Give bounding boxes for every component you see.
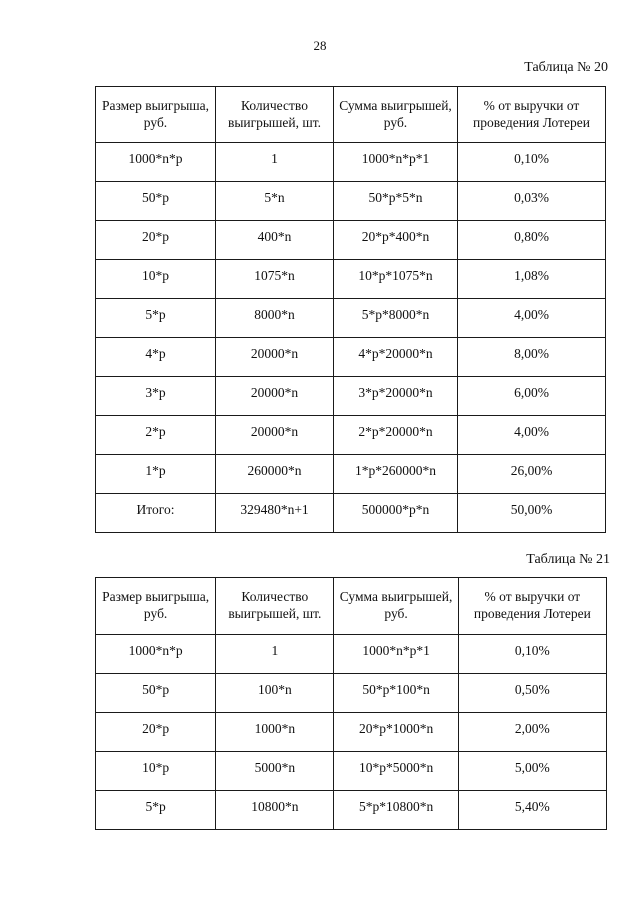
cell-prize-count: 20000*n: [216, 416, 334, 455]
cell-prize-sum: 2*p*20000*n: [334, 416, 458, 455]
cell-prize-size: 20*p: [96, 221, 216, 260]
table-caption: Таблица № 20: [524, 60, 608, 75]
cell-prize-size: 50*p: [96, 182, 216, 221]
cell-revenue-percent: 5,40%: [458, 791, 606, 830]
table-row: [96, 338, 606, 377]
cell-prize-sum: 10*p*1075*n: [334, 260, 458, 299]
cell-prize-size: 1000*n*p: [96, 143, 216, 182]
prize-table-20: [95, 86, 606, 533]
cell-prize-sum: 20*p*1000*n: [334, 713, 458, 752]
cell-prize-sum: 10*p*5000*n: [334, 752, 458, 791]
table-row: [96, 299, 606, 338]
cell-revenue-percent: 50,00%: [458, 494, 606, 533]
prize-table-21: [95, 577, 607, 830]
cell-revenue-percent: 1,08%: [458, 260, 606, 299]
cell-prize-size: 4*p: [96, 338, 216, 377]
cell-prize-count: 329480*n+1: [216, 494, 334, 533]
header-prize-sum: Сумма выигрышей, руб.: [334, 578, 458, 635]
cell-prize-size: Итого:: [96, 494, 216, 533]
cell-prize-size: 5*p: [96, 299, 216, 338]
table-row: [96, 416, 606, 455]
table-row: [96, 377, 606, 416]
table-row: [96, 221, 606, 260]
cell-prize-count: 400*n: [216, 221, 334, 260]
cell-prize-sum: 500000*p*n: [334, 494, 458, 533]
cell-prize-count: 5*n: [216, 182, 334, 221]
cell-prize-count: 1: [216, 143, 334, 182]
table-header-row: [96, 578, 607, 635]
table-row: [96, 791, 607, 830]
cell-revenue-percent: 0,50%: [458, 674, 606, 713]
cell-revenue-percent: 0,10%: [458, 635, 606, 674]
cell-revenue-percent: 8,00%: [458, 338, 606, 377]
table-caption: Таблица № 21: [526, 552, 610, 567]
cell-prize-size: 10*p: [96, 260, 216, 299]
page-number: 28: [313, 38, 327, 53]
cell-prize-size: 1*p: [96, 455, 216, 494]
header-revenue-percent: % от выручки от проведения Лотереи: [458, 578, 606, 635]
table-header-row: [96, 87, 606, 143]
cell-prize-count: 10800*n: [216, 791, 334, 830]
cell-prize-count: 100*n: [216, 674, 334, 713]
cell-prize-sum: 4*p*20000*n: [334, 338, 458, 377]
cell-revenue-percent: 0,03%: [458, 182, 606, 221]
cell-prize-sum: 50*p*5*n: [334, 182, 458, 221]
cell-prize-count: 8000*n: [216, 299, 334, 338]
table-row: [96, 143, 606, 182]
cell-prize-sum: 3*p*20000*n: [334, 377, 458, 416]
cell-revenue-percent: 4,00%: [458, 416, 606, 455]
cell-revenue-percent: 0,80%: [458, 221, 606, 260]
cell-prize-count: 260000*n: [216, 455, 334, 494]
cell-prize-sum: 20*p*400*n: [334, 221, 458, 260]
header-prize-count: Количество выигрышей, шт.: [216, 578, 334, 635]
cell-prize-count: 1075*n: [216, 260, 334, 299]
cell-prize-size: 1000*n*p: [96, 635, 216, 674]
cell-prize-sum: 50*p*100*n: [334, 674, 458, 713]
table-row: [96, 494, 606, 533]
cell-revenue-percent: 2,00%: [458, 713, 606, 752]
cell-prize-count: 20000*n: [216, 377, 334, 416]
cell-prize-size: 50*p: [96, 674, 216, 713]
header-prize-sum: Сумма выигрышей, руб.: [334, 87, 458, 143]
cell-prize-size: 5*p: [96, 791, 216, 830]
header-revenue-percent: % от выручки от проведения Лотереи: [458, 87, 606, 143]
table-row: [96, 635, 607, 674]
cell-revenue-percent: 5,00%: [458, 752, 606, 791]
header-prize-size: Размер выигрыша, руб.: [96, 578, 216, 635]
header-prize-count: Количество выигрышей, шт.: [216, 87, 334, 143]
table-row: [96, 455, 606, 494]
cell-prize-size: 3*p: [96, 377, 216, 416]
cell-prize-count: 20000*n: [216, 338, 334, 377]
table-row: [96, 674, 607, 713]
cell-prize-sum: 1*p*260000*n: [334, 455, 458, 494]
cell-prize-count: 1000*n: [216, 713, 334, 752]
table-row: [96, 260, 606, 299]
header-prize-size: Размер выигрыша, руб.: [96, 87, 216, 143]
cell-prize-sum: 5*p*10800*n: [334, 791, 458, 830]
cell-revenue-percent: 26,00%: [458, 455, 606, 494]
table-row: [96, 752, 607, 791]
cell-prize-size: 20*p: [96, 713, 216, 752]
table-row: [96, 713, 607, 752]
cell-revenue-percent: 0,10%: [458, 143, 606, 182]
cell-prize-size: 2*p: [96, 416, 216, 455]
cell-prize-sum: 5*p*8000*n: [334, 299, 458, 338]
cell-prize-sum: 1000*n*p*1: [334, 635, 458, 674]
table-row: [96, 182, 606, 221]
cell-prize-count: 1: [216, 635, 334, 674]
cell-prize-size: 10*p: [96, 752, 216, 791]
cell-revenue-percent: 4,00%: [458, 299, 606, 338]
cell-prize-sum: 1000*n*p*1: [334, 143, 458, 182]
cell-revenue-percent: 6,00%: [458, 377, 606, 416]
cell-prize-count: 5000*n: [216, 752, 334, 791]
